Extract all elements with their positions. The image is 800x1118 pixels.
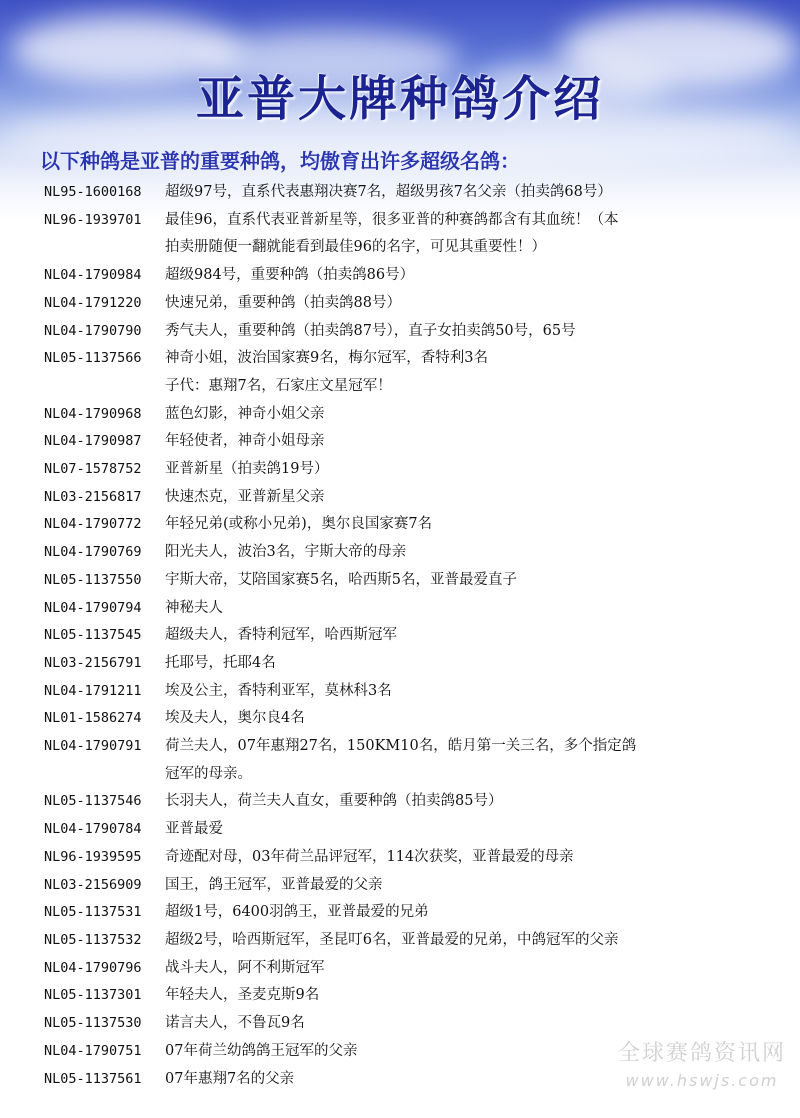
pigeon-description: 超级2号，哈西斯冠军，圣昆叮6名，亚普最爱的兄弟，中鸽冠军的父亲 [165, 931, 619, 948]
pigeon-list [44, 179, 784, 1093]
ring-number: NL01-1586274 [44, 710, 142, 727]
list-item [44, 595, 784, 623]
watermark [618, 1036, 786, 1090]
list-item [44, 678, 784, 706]
pigeon-description: 最佳96，直系代表亚普新星等，很多亚普的种赛鸽都含有其血统！（本 拍卖册随便一翻就能看到最佳96的名字，可见其重要性！） [165, 211, 619, 256]
ring-number: NL04-1790984 [44, 267, 142, 284]
pigeon-description: 神秘夫人 [165, 599, 223, 616]
list-item [44, 207, 784, 262]
ring-number: NL04-1790751 [44, 1042, 142, 1059]
list-item [44, 844, 784, 872]
list-item [44, 927, 784, 955]
pigeon-description: 宇斯大帝，艾陪国家赛5名，哈西斯5名，亚普最爱直子 [165, 571, 517, 588]
list-item [44, 456, 784, 484]
ring-number: NL04-1790784 [44, 821, 142, 838]
list-item [44, 539, 784, 567]
list-item [44, 567, 784, 595]
list-item [44, 650, 784, 678]
list-item [44, 622, 784, 650]
pigeon-description: 秀气夫人，重要种鸽（拍卖鸽87号），直子女拍卖鸽50号，65号 [165, 322, 576, 339]
pigeon-description: 亚普最爱 [165, 821, 223, 838]
list-item [44, 705, 784, 733]
pigeon-description: 快速兄弟，重要种鸽（拍卖鸽88号） [165, 294, 401, 311]
pigeon-description: 埃及夫人，奥尔良4名 [165, 710, 305, 727]
pigeon-description: 07年荷兰幼鸽鸽王冠军的父亲 [165, 1042, 358, 1059]
list-item [44, 401, 784, 429]
pigeon-description: 亚普新星（拍卖鸽19号） [165, 461, 329, 478]
ring-number: NL05-1137561 [44, 1070, 142, 1087]
list-item [44, 262, 784, 290]
watermark-url: www.hswjs.com [625, 1071, 779, 1090]
ring-number: NL04-1790791 [44, 738, 142, 755]
list-item [44, 872, 784, 900]
pigeon-description: 年轻夫人，圣麦克斯9名 [165, 987, 320, 1004]
list-item [44, 511, 784, 539]
intro-heading: 以下种鸽是亚普的重要种鸽，均傲育出许多超级名鸽： [40, 149, 520, 173]
ring-number: NL04-1790790 [44, 322, 142, 339]
list-item [44, 899, 784, 927]
ring-number: NL96-1939701 [44, 211, 142, 228]
list-item [44, 816, 784, 844]
list-item [44, 733, 784, 788]
pigeon-description: 埃及公主，香特利亚军，莫林科3名 [165, 682, 392, 699]
ring-number: NL03-2156909 [44, 876, 142, 893]
pigeon-description: 超级984号，重要种鸽（拍卖鸽86号） [165, 267, 415, 284]
ring-number: NL05-1137531 [44, 904, 142, 921]
list-item [44, 955, 784, 983]
pigeon-description: 年轻兄弟(或称小兄弟)，奥尔良国家赛7名 [165, 516, 433, 533]
pigeon-description: 蓝色幻影，神奇小姐父亲 [165, 405, 325, 422]
pigeon-description: 神奇小姐，波治国家赛9名，梅尔冠军，香特利3名 子代：惠翔7名，石家庄文星冠军！ [165, 350, 488, 394]
list-item [44, 179, 784, 207]
ring-number: NL04-1791211 [44, 682, 142, 699]
list-item [44, 428, 784, 456]
list-item [44, 345, 784, 400]
ring-number: NL07-1578752 [44, 461, 142, 478]
ring-number: NL05-1137545 [44, 627, 142, 644]
list-item [44, 982, 784, 1010]
watermark-name: 全球赛鸽资讯网 [617, 1041, 786, 1066]
pigeon-description: 荷兰夫人，07年惠翔27名，150KM10名，皓月第一关三名，多个指定鸽 冠军的母亲。 [165, 738, 637, 782]
ring-number: NL05-1137532 [44, 931, 142, 948]
list-item [44, 484, 784, 512]
list-item [44, 1010, 784, 1038]
page-title: 亚普大牌种鸽介绍 [195, 71, 604, 127]
pigeon-description: 年轻使者，神奇小姐母亲 [165, 433, 325, 450]
pigeon-description: 快速杰克，亚普新星父亲 [165, 488, 325, 505]
ring-number: NL96-1939595 [44, 848, 142, 865]
pigeon-description: 诺言夫人，不鲁瓦9名 [165, 1015, 305, 1032]
pigeon-description: 托耶号，托耶4名 [165, 654, 276, 671]
ring-number: NL03-2156817 [44, 488, 142, 505]
pigeon-description: 超级夫人，香特利冠军，哈西斯冠军 [165, 627, 397, 644]
pigeon-description: 超级1号，6400羽鸽王，亚普最爱的兄弟 [165, 904, 429, 921]
ring-number: NL05-1137566 [44, 350, 142, 367]
ring-number: NL04-1791220 [44, 294, 142, 311]
pigeon-description: 国王，鸽王冠军，亚普最爱的父亲 [165, 876, 383, 893]
ring-number: NL03-2156791 [44, 654, 142, 671]
ring-number: NL04-1790794 [44, 599, 142, 616]
list-item [44, 290, 784, 318]
ring-number: NL95-1600168 [44, 184, 142, 200]
pigeon-description: 超级97号，直系代表惠翔决赛7名，超级男孩7名父亲（拍卖鸽68号） [165, 184, 612, 200]
list-item [44, 788, 784, 816]
ring-number: NL04-1790968 [44, 405, 142, 422]
ring-number: NL04-1790772 [44, 516, 142, 533]
ring-number: NL05-1137546 [44, 793, 142, 810]
ring-number: NL04-1790987 [44, 433, 142, 450]
pigeon-description: 奇迹配对母，03年荷兰品评冠军，114次获奖，亚普最爱的母亲 [165, 848, 574, 865]
pigeon-description: 阳光夫人，波治3名，宇斯大帝的母亲 [165, 544, 407, 561]
ring-number: NL04-1790769 [44, 544, 142, 561]
pigeon-description: 战斗夫人，阿不利斯冠军 [165, 959, 325, 976]
ring-number: NL05-1137550 [44, 571, 142, 588]
ring-number: NL05-1137530 [44, 1015, 142, 1032]
ring-number: NL05-1137301 [44, 987, 142, 1004]
ring-number: NL04-1790796 [44, 959, 142, 976]
pigeon-description: 长羽夫人，荷兰夫人直女，重要种鸽（拍卖鸽85号） [165, 793, 503, 810]
list-item [44, 318, 784, 346]
pigeon-description: 07年惠翔7名的父亲 [165, 1070, 295, 1087]
